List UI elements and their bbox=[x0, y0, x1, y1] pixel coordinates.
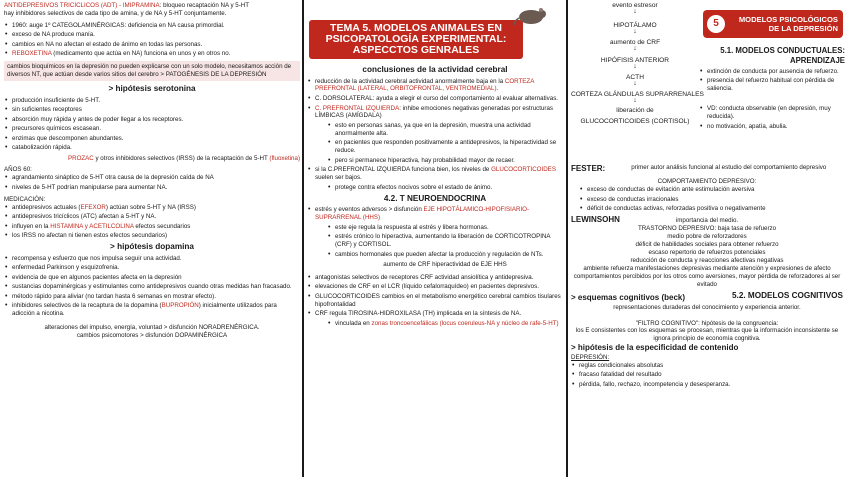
comportamiento-list bbox=[571, 186, 843, 213]
hhs-flow bbox=[571, 2, 704, 125]
lew-line: ambiente refuerza manifestaciones depresivas mediante atención y expresiones de afecto bbox=[583, 265, 831, 273]
fester-block bbox=[571, 164, 843, 390]
flow-step: ACTH bbox=[626, 74, 644, 82]
flow-step: CORTEZA GLÁNDULAS SUPRARRENALES bbox=[571, 90, 704, 98]
list-item: • recompensa y esfuerzo que nos impulsa seguir una actividad. bbox=[4, 255, 300, 263]
comportamiento-title: COMPORTAMIENTO DEPRESIVO: bbox=[657, 178, 757, 186]
filtro-line: los E consistentes con los esquemas se procesan, mientras que la información inconsistente se ignora principio de economía cognitiva. bbox=[575, 327, 839, 343]
list-item: • no motivación, apatía, abulia. bbox=[699, 123, 845, 131]
list-item: • catabolización rápida. bbox=[4, 144, 300, 152]
conductuales-list bbox=[699, 68, 845, 93]
conductuales-title: 5.1. MODELOS CONDUCTUALES: APRENDIZAJE bbox=[720, 46, 845, 65]
list-item: • agrandamiento sináptico de 5-HT otra causa de la depresión caída de NA bbox=[4, 174, 300, 182]
fester-note: primer autor análisis funcional al estudio del comportamiento depresivo bbox=[631, 164, 827, 171]
prefrontal-sub bbox=[307, 122, 563, 165]
column-left bbox=[4, 2, 300, 477]
list-item: • enzimas que descomponen abundantes. bbox=[4, 135, 300, 143]
divider bbox=[566, 0, 568, 477]
list-item: • esto en personas sanas, ya que en la depresión, muestra una actividad anormalmente alta. bbox=[321, 122, 563, 138]
serotonina-title: > hipótesis serotonina bbox=[108, 84, 196, 94]
column-right bbox=[571, 2, 845, 477]
column-middle bbox=[307, 4, 563, 477]
depresion-list bbox=[571, 362, 843, 389]
bottom-note-2: cambios psicomotores > disfunción DOPAMINÉRGICA bbox=[76, 332, 228, 340]
list-item: • exceso de conductas de evitación ante estimulación aversiva bbox=[579, 186, 843, 194]
list-item: • este eje regula la respuesta al estrés y libera hormonas. bbox=[321, 224, 563, 232]
list-item: • cambios hormonales que pueden afectar la producción y regulación de NTs. bbox=[321, 251, 563, 259]
list-item: • sustancias dopaminérgicas y estimulantes como antidepresivos cuando otras medidas han fracasado. bbox=[4, 283, 300, 291]
lew-line: importancia del medio. bbox=[675, 217, 739, 225]
neuroendocrina-list bbox=[307, 206, 563, 222]
list-item: • cambios en NA no afectan el estado de ánimo en todas las personas. bbox=[4, 41, 300, 49]
arrow-down-icon: ↓ bbox=[633, 80, 637, 88]
vd-list bbox=[699, 105, 845, 130]
list-item: • elevaciones de CRF en el LCR (líquido cefalorraquídeo) en pacientes depresivos. bbox=[307, 283, 563, 291]
rat-icon bbox=[511, 4, 551, 26]
list-item: • antidepresivos tricíclicos (ATC) afectan a 5-HT y NA. bbox=[4, 213, 300, 221]
serotonina-list bbox=[4, 97, 300, 153]
especificidad-title: > hipótesis de la especificidad de contenido bbox=[571, 343, 739, 353]
flow-step: HIPÓFISIS ANTERIOR bbox=[600, 56, 670, 64]
prozac-note: PROZAC y otros inhibidores selectivos (IRSS) de la recaptación de 5-HT (fluoxetina) bbox=[67, 155, 300, 163]
list-item: • método rápido para aliviar (no tardan hasta 6 semanas en mostrar efecto). bbox=[4, 293, 300, 301]
lew-line: reducción de conducta y reacciones afectivas negativas bbox=[630, 257, 784, 265]
list-item: • evidencia de que en algunos pacientes afecta en la depresión bbox=[4, 274, 300, 282]
lew-line: escaso repertorio de refuerzos potenciales bbox=[648, 249, 766, 257]
medicacion-label: MEDICACIÓN: bbox=[4, 195, 46, 203]
conclusiones-title: conclusiones de la actividad cerebral bbox=[362, 65, 508, 74]
conductuales-block bbox=[699, 44, 845, 132]
flow-step: liberación de bbox=[616, 107, 654, 115]
list-item: • C. DORSOLATERAL: ayuda a elegir el curso del comportamiento al evaluar alternativas. bbox=[307, 95, 563, 103]
list-item: • vinculada en zonas troncoencefálicas (locus coeruleus-NA y núcleo de rafe-5-HT) bbox=[321, 320, 563, 328]
adt-note: hay inhibidores selectivos de cada tipo de amina, y de NA y 5-HT conjuntamente. bbox=[4, 9, 227, 17]
list-item: • C. PREFRONTAL IZQUIERDA: inhibe emociones negativas generadas por estructuras LÍMBICAS (AMÍGDALA) bbox=[307, 105, 563, 121]
list-item: • CRF regula TIROSINA-HIDROXILASA (TH) implicada en la síntesis de NA. bbox=[307, 310, 563, 318]
list-item: • exceso de NA produce manía. bbox=[4, 31, 300, 39]
bullets-a bbox=[4, 22, 300, 59]
dopamina-list bbox=[4, 255, 300, 319]
list-item: • en pacientes que responden positivamente a antidepresivos, la hiperactividad se reduce. bbox=[321, 139, 563, 155]
list-item: • pero si permanece hiperactiva, hay probabilidad mayor de recaer. bbox=[321, 157, 563, 165]
list-item: • sin suficientes receptores bbox=[4, 106, 300, 114]
list-item: • si la C.PREFRONTAL IZQUIERDA funciona bien, los niveles de GLUCOCORTICOIDES suelen ser bajos. bbox=[307, 166, 563, 182]
glucocorticoides-list bbox=[307, 166, 563, 182]
flow-step: evento estresor bbox=[612, 2, 658, 9]
list-item: • reducción de la actividad cerebral actividad anormalmente baja en la CORTEZA PREFRONTAL (LATERAL, ORBITOFRONTAL, VENTROMEDIAL). bbox=[307, 78, 563, 94]
section-number: 5 bbox=[707, 15, 725, 33]
list-item: • fracaso fatalidad del resultado bbox=[571, 371, 843, 379]
lewinsohn-label: LEWINSOHN bbox=[571, 215, 620, 225]
list-item: • presencia del refuerzo habitual con pérdida de saliencia. bbox=[699, 77, 845, 93]
depresion-label: DEPRESIÓN: bbox=[571, 353, 610, 361]
lew-line: comportamientos percibidos por los otros como aversiones, mayor pérdida de reforzadores al ser evitado bbox=[573, 272, 841, 288]
fester-label: FESTER: bbox=[571, 164, 606, 173]
shaded-note: cambios bioquímicos en la depresión no pueden explicarse con un solo modelo, necesitamos acción de diversos NT, que actúan desde varios sitios del cerebro > PATOGÉNESIS DE LA DEPRESIÓN bbox=[4, 61, 300, 81]
list-item: • exceso de conductas irracionales bbox=[579, 196, 843, 204]
list-item: • pérdida, fallo, rechazo, incompetencia y desesperanza. bbox=[571, 381, 843, 389]
list-item: • antagonistas selectivos de receptores CRF actividad ansiolítica y antidepresiva. bbox=[307, 274, 563, 282]
arrow-down-icon: ↓ bbox=[633, 8, 637, 16]
lew-line: TRASTORNO DEPRESIVO: baja tasa de refuerzo bbox=[637, 225, 777, 233]
list-item: • precursores químicos escasean. bbox=[4, 125, 300, 133]
anos60-list bbox=[4, 174, 300, 191]
modelos-heading bbox=[703, 10, 843, 38]
neuroendocrina-title: 4.2. T NEUROENDOCRINA bbox=[383, 193, 487, 203]
medicacion-list bbox=[4, 204, 300, 241]
list-item: • déficit de conductas activas, reforzadas positiva o negativamente bbox=[579, 205, 843, 213]
flow-step: GLUCOCORTICOIDES (CORTISOL) bbox=[580, 117, 690, 125]
divider bbox=[302, 0, 304, 477]
arrow-down-icon: ↓ bbox=[633, 96, 637, 104]
esquemas-title: > esquemas cognitivos (beck) bbox=[571, 293, 686, 303]
list-item: • enfermedad Parkinson y esquizofrenia. bbox=[4, 264, 300, 272]
lew-line: medio pobre de reforzadores bbox=[667, 233, 747, 241]
list-item: • niveles de 5-HT podrían manipularse para aumentar NA. bbox=[4, 184, 300, 192]
dopamina-title: > hipótesis dopamina bbox=[110, 242, 194, 252]
list-item: • estrés crónico lo hiperactiva, aumentando la liberación de CORTICOTROPINA (CRF) y CORTISOL. bbox=[321, 233, 563, 249]
conclusiones-list bbox=[307, 78, 563, 121]
list-item: • REBOXETINA (medicamento que actúa en NA) funciona en unos y en otros no. bbox=[4, 50, 300, 58]
list-item: • influyen en la HISTAMINA y ACETILCOLINA efectos secundarios bbox=[4, 223, 300, 231]
list-item: • 1960: auge 1º CATEGOLAMINÉRGICAS: deficiencia en NA causa primordial. bbox=[4, 22, 300, 30]
crf-sub bbox=[307, 320, 563, 328]
lew-line: déficit de habilidades sociales para obtener refuerzo bbox=[635, 241, 779, 249]
list-item: • VD: conducta observable (en depresión, muy reducida). bbox=[699, 105, 845, 121]
arrow-down-icon: ↓ bbox=[633, 62, 637, 70]
bottom-note-1: alteraciones del impulso, energía, voluntad > disfunción NORADRENÉRGICA. bbox=[44, 324, 260, 332]
list-item: • absorción muy rápida y antes de poder llegar a los receptores. bbox=[4, 116, 300, 124]
glucocorticoides-sub bbox=[307, 184, 563, 192]
list-item: • estrés y eventos adversos > disfunción EJE HIPOTÁLAMICO-HIPOFISIARIO-SUPRARRENAL (HHS) bbox=[307, 206, 563, 222]
filtro-title: "FILTRO COGNITIVO": hipótesis de la congruencia: bbox=[635, 319, 779, 327]
arrow-down-icon: ↓ bbox=[633, 27, 637, 35]
list-item: • GLUCOCORTICOIDES cambios en el metabolismo energético cerebral cambios tisulares hipofrontalidad bbox=[307, 293, 563, 309]
crf-line: aumento de CRF hiperactividad de EJE HHS bbox=[383, 260, 507, 268]
crf-list bbox=[307, 274, 563, 318]
anos60-label: AÑOS 60: bbox=[4, 166, 32, 174]
list-item: • protege contra efectos nocivos sobre el estado de ánimo. bbox=[321, 184, 563, 192]
list-item: • antidepresivos actuales (EFEXOR) actúan sobre 5-HT y NA (IRSS) bbox=[4, 204, 300, 212]
flow-step: aumento de CRF bbox=[609, 39, 661, 47]
list-item: • extinción de conducta por ausencia de refuerzo. bbox=[699, 68, 845, 76]
list-item: • reglas condicionales absolutas bbox=[571, 362, 843, 370]
list-item: • inhibidores selectivos de la recaptura de la dopamina (BUPROPIÓN) inicialmente utilizados para adicción a nicotina. bbox=[4, 302, 300, 318]
list-item: • producción insuficiente de 5-HT. bbox=[4, 97, 300, 105]
page-title: TEMA 5. MODELOS ANIMALES EN PSICOPATOLOGÍA EXPERIMENTAL: ASPECCTOS GENRALES bbox=[309, 20, 523, 59]
cognitivos-title: 5.2. MODELOS COGNITIVOS bbox=[731, 290, 843, 300]
neuroendocrina-sub bbox=[307, 224, 563, 259]
esquemas-note: representaciones duraderas del conocimiento y experiencia anterior. bbox=[613, 303, 801, 311]
modelos-title: MODELOS PSICOLÓGICOS DE LA DEPRESIÓN bbox=[738, 14, 838, 33]
flow-step: HIPOTÁLAMO bbox=[613, 21, 657, 29]
arrow-down-icon: ↓ bbox=[633, 45, 637, 53]
adt-line: ANTIDEPRESIVOS TRICÍCLICOS (ADT) - IMIPRAMINA: bloqueo recaptación NA y 5-HT bbox=[4, 2, 250, 9]
list-item: • los IRSS no afectan ni tienen estos efectos secundarios) bbox=[4, 232, 300, 240]
